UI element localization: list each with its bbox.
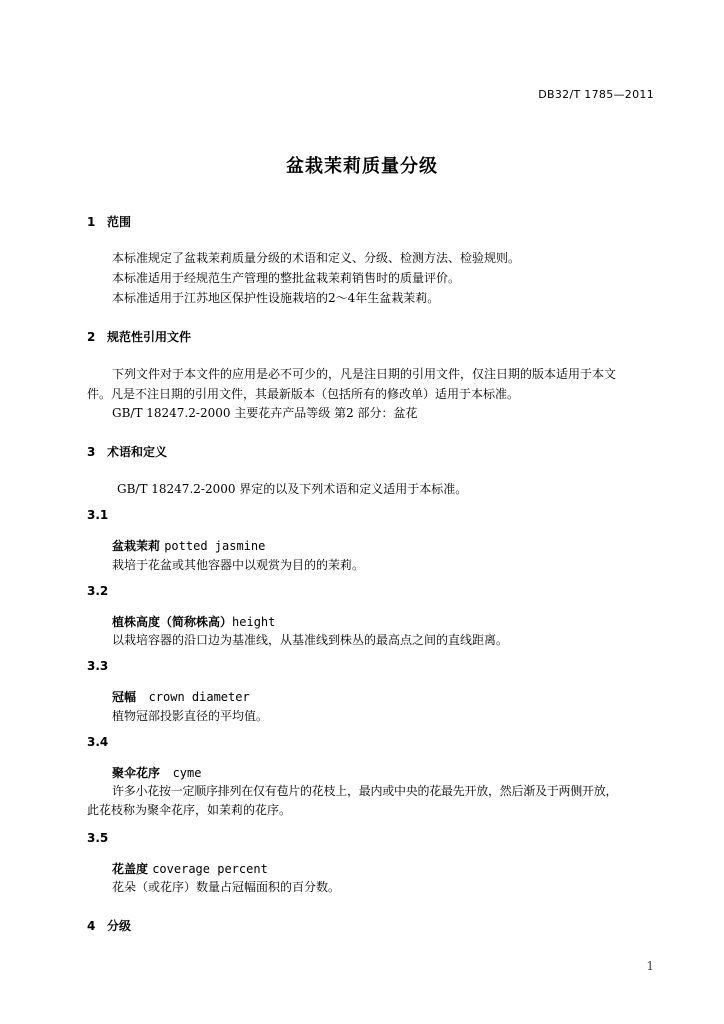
- term-number: 3.1: [87, 508, 109, 522]
- section-title: 规范性引用文件: [107, 330, 192, 344]
- term-chinese: 盆栽茉莉: [112, 539, 161, 553]
- term-definition: 花朵（或花序）数量占冠幅面积的百分数。: [112, 880, 341, 894]
- document-title: 盆栽茉莉质量分级: [286, 156, 438, 177]
- reference-line: GB/T 18247.2-2000 主要花卉产品等级 第2 部分：盆花: [112, 406, 418, 420]
- term-heading: [112, 764, 201, 781]
- section-number: 1: [87, 215, 96, 229]
- section-title: 术语和定义: [107, 445, 168, 459]
- term-heading: [112, 537, 265, 554]
- section-heading-grading: [87, 917, 131, 934]
- section-title: 分级: [107, 919, 132, 933]
- term-english: cyme: [172, 766, 202, 780]
- term-number: 3.5: [87, 831, 109, 845]
- section-number: 2: [87, 330, 96, 344]
- term-heading: [112, 613, 275, 630]
- paragraph-line: 件。凡是不注日期的引用文件，其最新版本（包括所有的修改单）适用于本标准。: [87, 387, 520, 401]
- term-chinese: 植株高度（简称株高）: [112, 615, 233, 629]
- term-number: 3.4: [87, 735, 109, 749]
- term-definition: 此花枝称为聚伞花序，如茉莉的花序。: [87, 803, 292, 817]
- term-chinese: 聚伞花序: [112, 766, 161, 780]
- paragraph-line: 下列文件对于本文件的应用是必不可少的，凡是注日期的引用文件，仅注日期的版本适用于本文: [112, 367, 617, 381]
- term-chinese: 冠幅: [112, 690, 137, 704]
- standard-number: DB32/T 1785—2011: [538, 88, 654, 101]
- section-title: 范围: [107, 215, 132, 229]
- section-heading-normative-references: [87, 328, 191, 345]
- paragraph-line: 本标准适用于江苏地区保护性设施栽培的2～4年生盆栽茉莉。: [112, 291, 440, 305]
- section-number: 4: [87, 919, 96, 933]
- section-number: 3: [87, 445, 96, 459]
- term-definition: 栽培于花盆或其他容器中以观赏为目的的茉莉。: [112, 558, 365, 572]
- term-definition: 许多小花按一定顺序排列在仅有苞片的花枝上，最内或中央的花最先开放，然后渐及于两侧开放，: [112, 784, 618, 798]
- paragraph-line: GB/T 18247.2-2000 界定的以及下列术语和定义适用于本标准。: [117, 482, 468, 496]
- term-heading: [112, 688, 250, 705]
- term-number: 3.2: [87, 584, 109, 598]
- paragraph-line: 本标准适用于经规范生产管理的整批盆栽茉莉销售时的质量评价。: [112, 271, 461, 285]
- page-number: 1: [646, 959, 654, 973]
- paragraph-line: 本标准规定了盆栽茉莉质量分级的术语和定义、分级、检测方法、检验规则。: [112, 251, 521, 265]
- term-english: height: [232, 615, 276, 629]
- term-heading: [112, 860, 268, 877]
- term-number: 3.3: [87, 659, 109, 673]
- term-english: crown diameter: [148, 690, 250, 704]
- term-english: coverage percent: [152, 862, 268, 876]
- section-heading-scope: [87, 213, 131, 230]
- term-english: potted jasmine: [164, 539, 266, 553]
- term-definition: 以栽培容器的沿口边为基准线，从基准线到株丛的最高点之间的直线距离。: [112, 633, 509, 647]
- term-chinese: 花盖度: [112, 862, 149, 876]
- term-definition: 植物冠部投影直径的平均值。: [112, 709, 269, 723]
- section-heading-terms-definitions: [87, 443, 167, 460]
